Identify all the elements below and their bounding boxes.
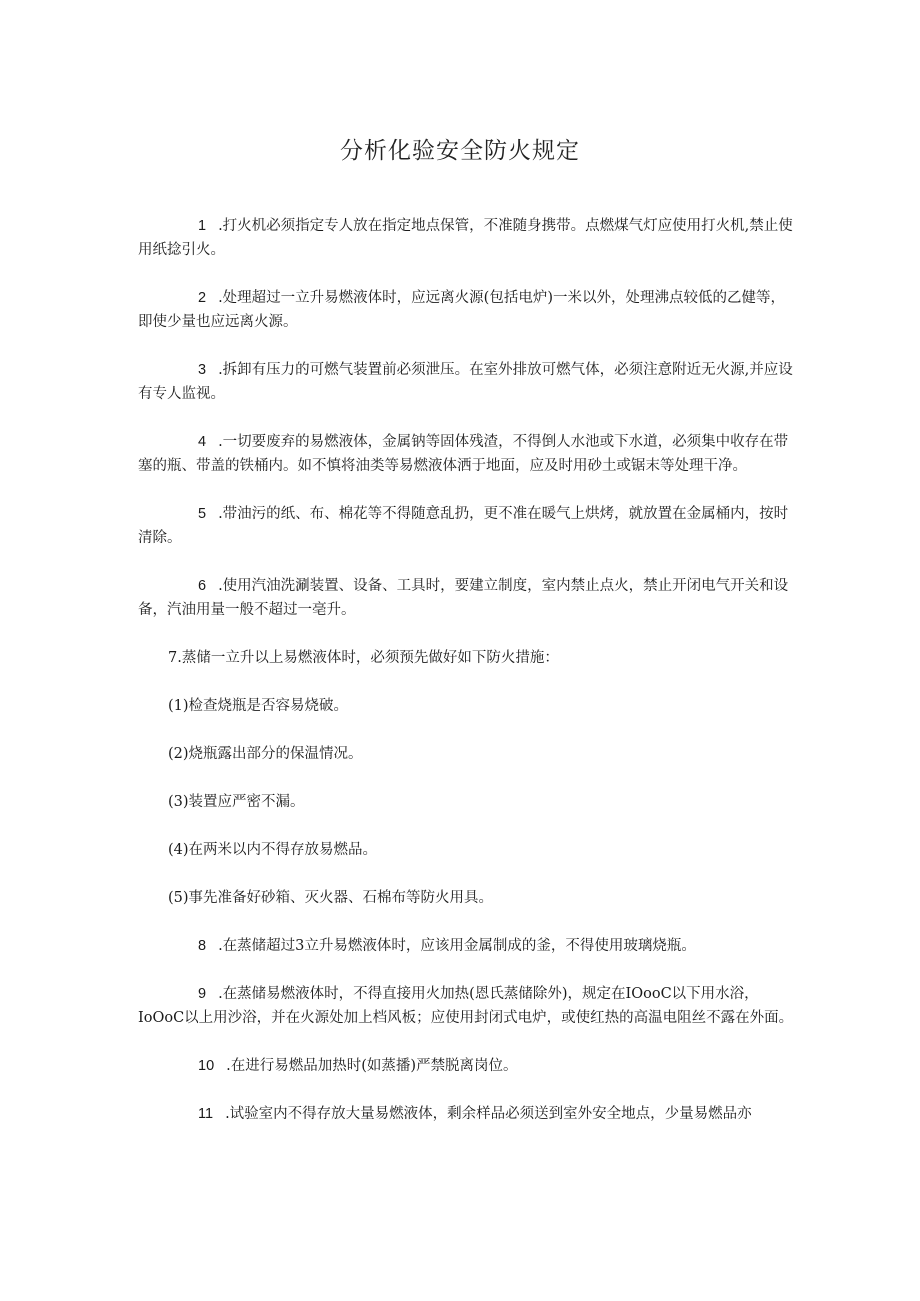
sub-item-1: (1)检查烧瓶是否容易烧破。 — [168, 698, 349, 714]
paragraph-text: .在蒸储易燃液体时，不得直接用火加热(恩氏蒸储除外)，规定在IOooC以下用水浴，IoOoC以上用沙浴，并在火源处加上档风板；应使用封闭式电炉，或使红热的高温电阻丝不露在外面。 — [138, 986, 794, 1026]
sub-item-2: (2)烧瓶露出部分的保温情况。 — [168, 746, 363, 762]
paragraph-4 — [138, 430, 794, 478]
paragraph-number: 10 — [198, 1058, 215, 1074]
paragraph-1 — [138, 214, 794, 262]
document-body — [138, 214, 794, 1126]
sub-item-4: (4)在两米以内不得存放易燃品。 — [168, 842, 378, 858]
paragraph-5 — [138, 502, 794, 550]
paragraph-text: .使用汽油洗涮装置、设备、工具时，要建立制度，室内禁止点火，禁止开闭电气开关和设备，汽油用量一般不超过一亳升。 — [138, 578, 789, 618]
paragraph-11 — [138, 1102, 794, 1126]
paragraph-number: 1 — [198, 218, 207, 234]
paragraph-7-intro: 7.蒸储一立升以上易燃液体时，必须预先做好如下防火措施： — [168, 650, 559, 666]
paragraph-10 — [138, 1054, 794, 1078]
paragraph-6 — [138, 574, 794, 622]
paragraph-number: 5 — [198, 506, 207, 522]
paragraph-text: .在蒸储超过3立升易燃液体时，应该用金属制成的釜，不得使用玻璃烧瓶。 — [218, 938, 696, 954]
paragraph-text: .试验室内不得存放大量易燃液体，剩余样品必须送到室外安全地点，少量易燃品亦 — [225, 1106, 752, 1122]
document-title: 分析化验安全防火规定 — [340, 138, 580, 164]
paragraph-3 — [138, 358, 794, 406]
paragraph-2 — [138, 286, 794, 334]
sub-item-3: (3)装置应严密不漏。 — [168, 794, 305, 810]
paragraph-9 — [138, 982, 794, 1030]
paragraph-text: .带油污的纸、布、棉花等不得随意乱扔，更不准在暖气上烘烤，就放置在金属桶内，按时清除。 — [138, 506, 789, 546]
paragraph-number: 6 — [198, 578, 207, 594]
paragraph-number: 4 — [198, 434, 207, 450]
paragraph-text: .打火机必须指定专人放在指定地点保管，不准随身携带。点燃煤气灯应使用打火机,禁止使用纸捻引火。 — [138, 218, 793, 258]
paragraph-number: 8 — [198, 938, 207, 954]
paragraph-text: .一切要废弃的易燃液体，金属钠等固体残渣，不得倒人水池或下水道，必须集中收存在带塞的瓶、带盖的铁桶内。如不慎将油类等易燃液体洒于地面，应及时用砂土或锯末等处理干净。 — [138, 434, 789, 474]
sub-item-5: (5)事先准备好砂箱、灭火器、石棉布等防火用具。 — [168, 890, 494, 906]
paragraph-number: 11 — [198, 1106, 214, 1122]
paragraph-number: 2 — [198, 290, 207, 306]
paragraph-number: 9 — [198, 986, 207, 1002]
paragraph-text: .在进行易燃品加热时(如蒸播)严禁脱离岗位。 — [226, 1058, 518, 1074]
paragraph-text: .拆卸有压力的可燃气装置前必须泄压。在室外排放可燃气体，必须注意附近无火源,并应设有专人监视。 — [138, 362, 793, 402]
paragraph-text: .处理超过一立升易燃液体时，应远离火源(包括电炉)一米以外，处理沸点较低的乙健等，即使少量也应远离火源。 — [138, 290, 785, 330]
paragraph-number: 3 — [198, 362, 207, 378]
paragraph-8 — [138, 934, 794, 958]
